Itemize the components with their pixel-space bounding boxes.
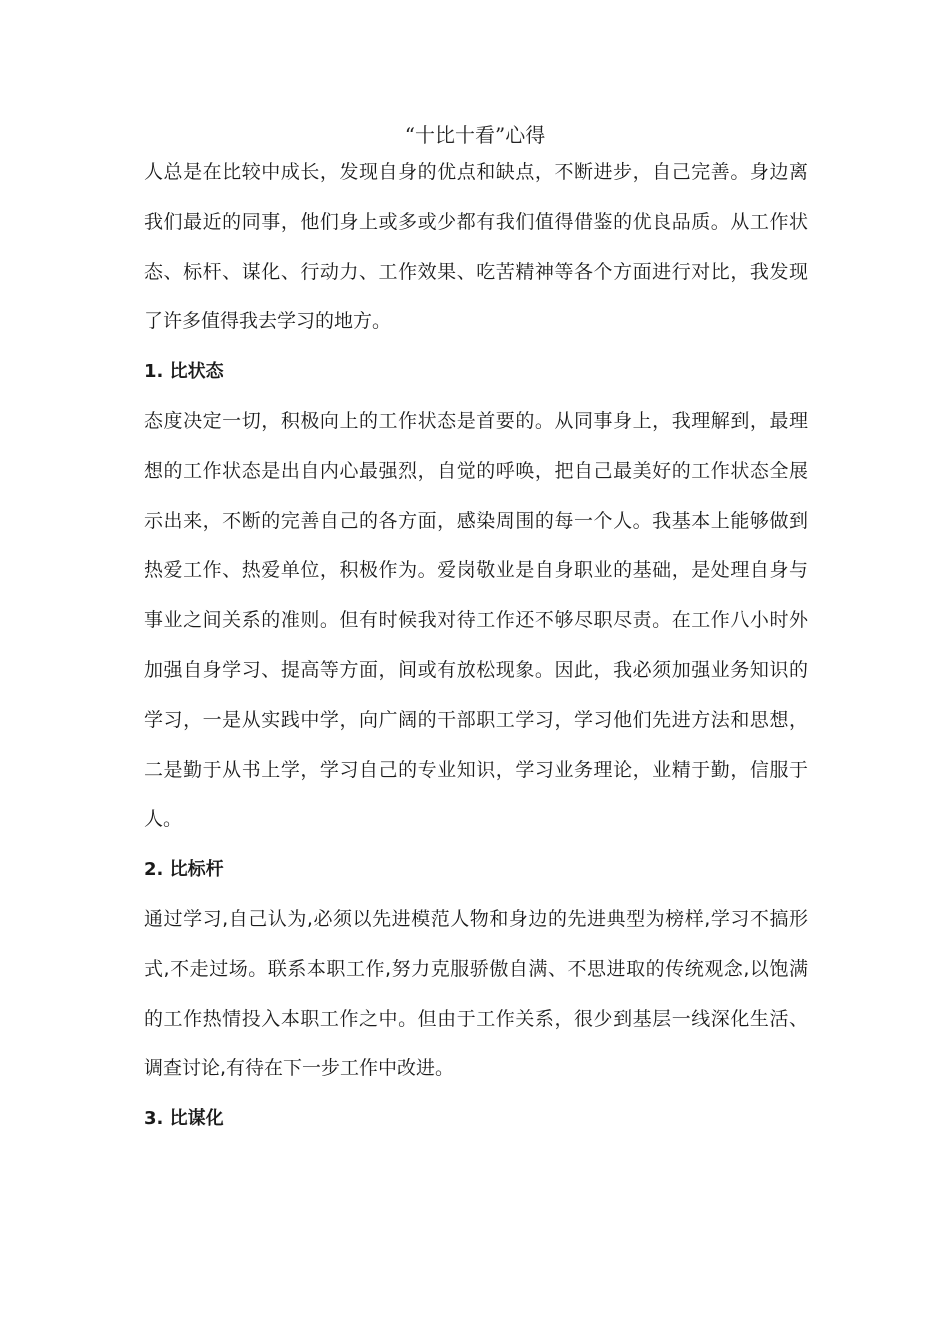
document-title: “十比十看”心得	[404, 123, 546, 147]
intro-paragraph: 人总是在比较中成长，发现自身的优点和缺点，不断进步，自己完善。身边离我们最近的同事，他们身上或多或少都有我们值得借鉴的优良品质。从工作状态、标杆、谋化、行动力、工作效果、吃苦精神等各个方面进行对比，我发现了许多值得我去学习的地方。	[144, 161, 808, 333]
section-body-status: 态度决定一切，积极向上的工作状态是首要的。从同事身上，我理解到，最理想的工作状态是出自内心最强烈，自觉的呼唤，把自己最美好的工作状态全展示出来，不断的完善自己的各方面，感染周围的每一个人。我基本上能够做到热爱工作、热爱单位，积极作为。爱岗敬业是自身职业的基础，是处理自身与事业之间关系的准则。但有时候我对待工作还不够尽职尽责。在工作八小时外加强自身学习、提高等方面，间或有放松现象。因此，我必须加强业务知识的学习，一是从实践中学，向广阔的干部职工学习，学习他们先进方法和思想，二是勤于从书上学，学习自己的专业知识，学习业务理论，业精于勤，信服于人。	[144, 409, 808, 831]
section-body-benchmark: 通过学习,自己认为,必须以先进模范人物和身边的先进典型为榜样,学习不搞形式,不走过场。联系本职工作,努力克服骄傲自满、不思进取的传统观念,以饱满的工作热情投入本职工作之中。但由于工作关系，很少到基层一线深化生活、调查讨论,有待在下一步工作中改进。	[144, 907, 808, 1080]
section-heading-status: 1. 比状态	[144, 361, 224, 383]
section-heading-benchmark: 2. 比标杆	[144, 859, 224, 881]
section-heading-planning: 3. 比谋化	[144, 1108, 224, 1130]
document-body	[144, 148, 808, 1144]
